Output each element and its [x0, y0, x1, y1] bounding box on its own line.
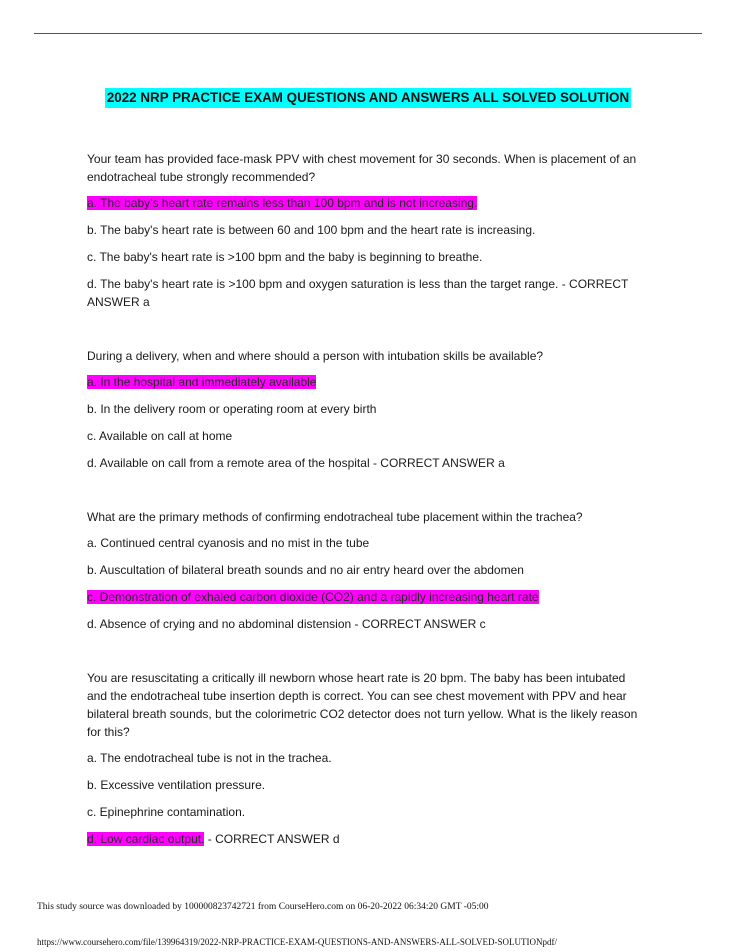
- answer-option: [87, 830, 647, 848]
- highlighted-answer: a. The baby's heart rate remains less than 100 bpm and is not increasing.: [87, 196, 478, 210]
- answer-option: a. Continued central cyanosis and no mist in the tube: [87, 536, 370, 550]
- answer-option: b. Auscultation of bilateral breath sounds and no air entry heard over the abdomen: [87, 563, 524, 577]
- answer-option: b. The baby's heart rate is between 60 and 100 bpm and the heart rate is increasing.: [87, 223, 536, 237]
- highlighted-answer: d. Low cardiac output.: [87, 832, 205, 846]
- download-notice: This study source was downloaded by 100000823742721 from CourseHero.com on 06-20-2022 06:34:20 GMT -05:00: [37, 902, 489, 912]
- answer-option: d. Absence of crying and no abdominal distension - CORRECT ANSWER c: [87, 617, 486, 631]
- spacer: [87, 320, 647, 347]
- question-block-4: [87, 669, 647, 848]
- answer-option: c. The baby's heart rate is >100 bpm and the baby is beginning to breathe.: [87, 250, 483, 264]
- answer-option: [87, 588, 647, 606]
- answer-option: [87, 194, 647, 212]
- question-block-3: [87, 508, 647, 633]
- source-url[interactable]: https://www.coursehero.com/file/139964319/2022-NRP-PRACTICE-EXAM-QUESTIONS-AND-ANSWERS-ALL-SOLVED-SOLUTIONpdf/: [37, 937, 558, 947]
- question-text: During a delivery, when and where should a person with intubation skills be available?: [87, 349, 544, 363]
- answer-suffix: - CORRECT ANSWER d: [204, 832, 340, 846]
- question-text: You are resuscitating a critically ill newborn whose heart rate is 20 bpm. The baby has been intubated and the endotracheal tube insertion depth is correct. You can see chest movement with PPV and hear bilateral breath sounds, but the colorimetric CO2 detector does not turn yellow. What is the likely reason for this?: [87, 671, 638, 739]
- spacer: [87, 481, 647, 508]
- question-block-2: [87, 347, 647, 472]
- question-text: What are the primary methods of confirming endotracheal tube placement within the trachea?: [87, 510, 583, 524]
- question-text: Your team has provided face-mask PPV with chest movement for 30 seconds. When is placement of an endotracheal tube strongly recommended?: [87, 152, 637, 184]
- answer-option: b. In the delivery room or operating room at every birth: [87, 402, 377, 416]
- document-title: 2022 NRP PRACTICE EXAM QUESTIONS AND ANSWERS ALL SOLVED SOLUTION: [105, 88, 631, 108]
- question-block-1: [87, 150, 647, 311]
- document-body: [87, 150, 647, 857]
- answer-option: [87, 373, 647, 391]
- spacer: [87, 642, 647, 669]
- highlighted-answer: c. Demonstration of exhaled carbon dioxide (CO2) and a rapidly increasing heart rate: [87, 590, 539, 604]
- answer-option: d. The baby's heart rate is >100 bpm and oxygen saturation is less than the target range. - CORRECT ANSWER a: [87, 277, 629, 309]
- top-rule: [34, 33, 702, 34]
- answer-option: a. The endotracheal tube is not in the trachea.: [87, 751, 332, 765]
- title-container: [0, 88, 736, 108]
- highlighted-answer: a. In the hospital and immediately available: [87, 375, 317, 389]
- answer-option: d. Available on call from a remote area of the hospital - CORRECT ANSWER a: [87, 456, 505, 470]
- answer-option: c. Available on call at home: [87, 429, 233, 443]
- answer-option: c. Epinephrine contamination.: [87, 805, 246, 819]
- answer-option: b. Excessive ventilation pressure.: [87, 778, 266, 792]
